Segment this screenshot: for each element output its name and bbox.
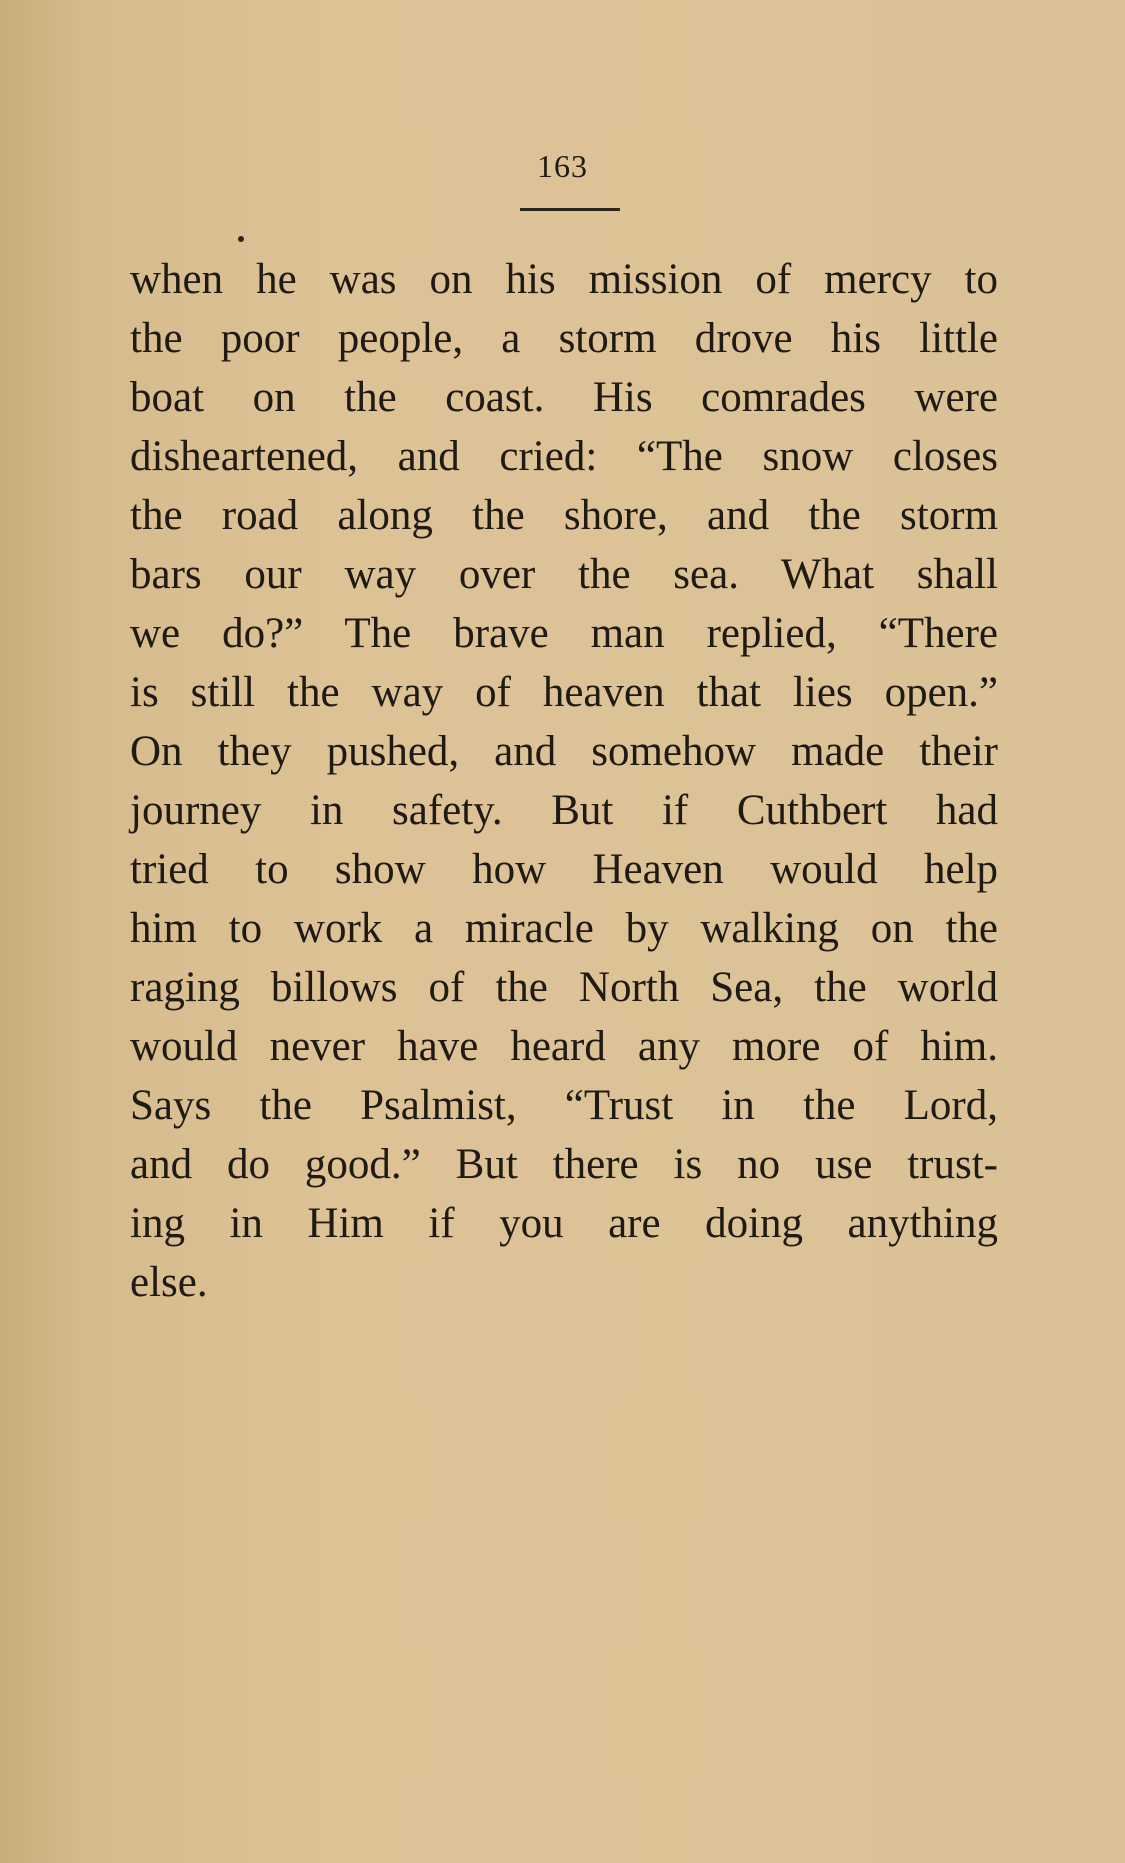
text-line: and do good.” But there is no use trust- xyxy=(130,1141,998,1188)
text-line: disheartened, and cried: “The snow closes xyxy=(130,433,998,480)
page-number: 163 xyxy=(537,148,588,184)
text-line: is still the way of heaven that lies open.” xyxy=(130,669,998,716)
text-line: bars our way over the sea. What shall xyxy=(130,551,998,598)
text-line: boat on the coast. His comrades were xyxy=(130,374,998,421)
text-line: journey in safety. But if Cuthbert had xyxy=(130,787,998,834)
text-line: raging billows of the North Sea, the world xyxy=(130,964,998,1011)
text-line: On they pushed, and somehow made their xyxy=(130,728,998,775)
text-line: the poor people, a storm drove his little xyxy=(130,315,998,362)
text-line: the road along the shore, and the storm xyxy=(130,492,998,539)
text-line: him to work a miracle by walking on the xyxy=(130,905,998,952)
text-line: would never have heard any more of him. xyxy=(130,1023,998,1070)
body-text xyxy=(130,250,998,1312)
text-line: Says the Psalmist, “Trust in the Lord, xyxy=(130,1082,998,1129)
text-line: ing in Him if you are doing anything xyxy=(130,1200,998,1247)
text-line: tried to show how Heaven would help xyxy=(130,846,998,893)
text-line: we do?” The brave man replied, “There xyxy=(130,610,998,657)
text-line: else. xyxy=(130,1259,208,1306)
page-number-rule xyxy=(520,208,620,211)
text-line: when he was on his mission of mercy to xyxy=(130,256,998,303)
ink-dot xyxy=(238,236,244,242)
